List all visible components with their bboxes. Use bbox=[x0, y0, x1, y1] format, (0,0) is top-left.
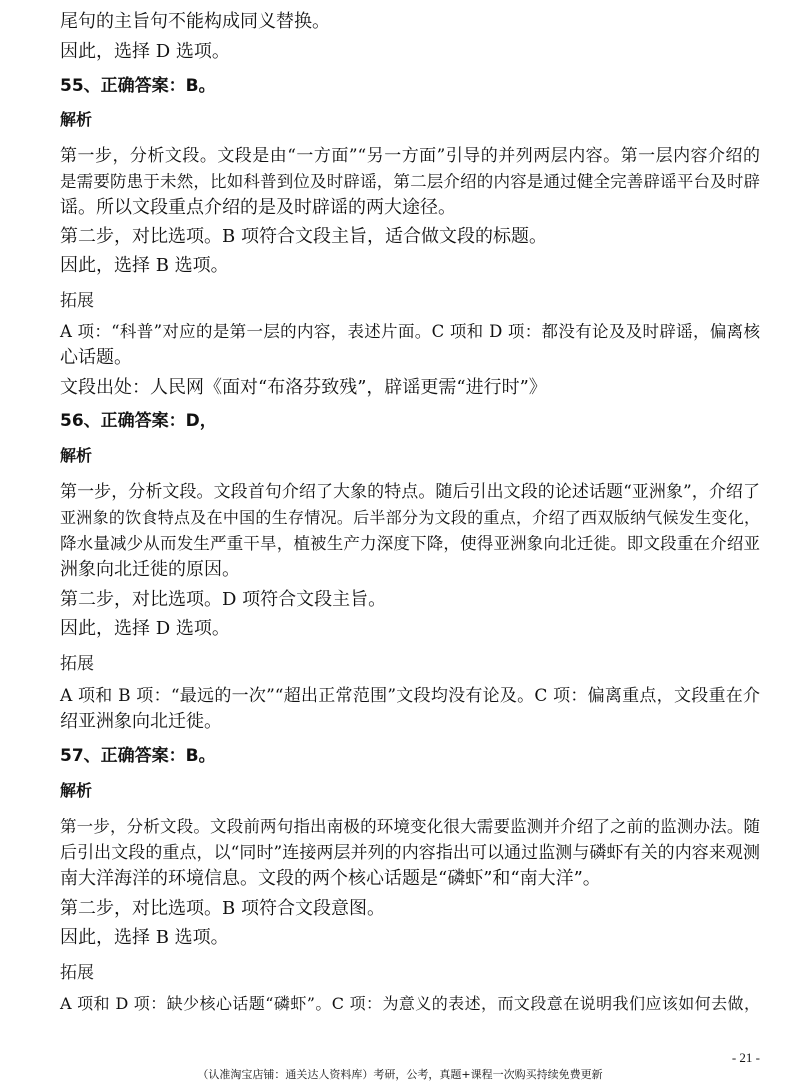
section-heading-analysis: 解析 bbox=[60, 446, 93, 465]
answer-heading-55: 55、正确答案：B。 bbox=[60, 76, 216, 96]
text-line: 第一步，分析文段。文段前两句指出南极的环境变化很大需要监测并介绍了之前的监测办法。随 bbox=[60, 817, 760, 836]
text-line: 因此，选择 D 选项。 bbox=[60, 618, 230, 639]
text-line: 文段出处：人民网《面对“布洛芬致残”，辟谣更需“进行时”》 bbox=[60, 377, 547, 398]
text-line: 第一步，分析文段。文段首句介绍了大象的特点。随后引出文段的论述话题“亚洲象”，介绍了 bbox=[60, 482, 760, 502]
text-line: A 项和 B 项：“最远的一次”“超出正常范围”文段均没有论及。C 项：偏离重点，文段重在介 bbox=[60, 686, 760, 706]
text-line: 心话题。 bbox=[60, 347, 132, 368]
text-line: 谣。所以文段重点介绍的是及时辟谣的两大途径。 bbox=[60, 197, 456, 218]
text-line: 南大洋海洋的环境信息。文段的两个核心话题是“磷虾”和“南大洋”。 bbox=[60, 868, 601, 889]
text-line: 第一步，分析文段。文段是由“一方面”“另一方面”引导的并列两层内容。第一层内容介绍的 bbox=[60, 146, 760, 166]
page-number: - 21 - bbox=[731, 1050, 760, 1065]
text-line: 降水量减少从而发生严重干旱，植被生产力深度下降，使得亚洲象向北迁徙。即文段重在介绍亚 bbox=[60, 534, 760, 553]
text-line: 因此，选择 D 选项。 bbox=[60, 41, 230, 62]
text-line: 洲象向北迁徙的原因。 bbox=[60, 559, 240, 580]
text-line: 因此，选择 B 选项。 bbox=[60, 927, 229, 948]
text-line: 亚洲象的饮食特点及在中国的生存情况。后半部分为文段的重点，介绍了西双版纳气候发生变化， bbox=[60, 508, 760, 527]
answer-heading-56: 56、正确答案：D， bbox=[60, 411, 217, 431]
text-line: 第二步，对比选项。D 项符合文段主旨。 bbox=[60, 589, 387, 610]
text-line: 后引出文段的重点，以“同时”连接两层并列的内容指出可以通过监测与磷虾有关的内容来观测 bbox=[60, 843, 760, 863]
text-line: 尾句的主旨句不能构成同义替换。 bbox=[60, 11, 330, 32]
text-line: 第二步，对比选项。B 项符合文段意图。 bbox=[60, 898, 385, 919]
text-line: 绍亚洲象向北迁徙。 bbox=[60, 711, 222, 732]
text-line: 是需要防患于未然，比如科普到位及时辟谣，第二层介绍的内容是通过健全完善辟谣平台及时辟 bbox=[60, 172, 760, 191]
section-heading-extension: 拓展 bbox=[60, 291, 94, 311]
text-line: 因此，选择 B 选项。 bbox=[60, 255, 229, 276]
text-line: A 项和 D 项：缺少核心话题“磷虾”。C 项：为意义的表述，而文段意在说明我们应该如何去做， bbox=[60, 994, 760, 1013]
answer-heading-57: 57、正确答案：B。 bbox=[60, 746, 216, 766]
section-heading-analysis: 解析 bbox=[60, 110, 93, 129]
text-line: A 项：“科普”对应的是第一层的内容，表述片面。C 项和 D 项：都没有论及及时辟谣，偏离核 bbox=[60, 322, 760, 341]
text-line: 第二步，对比选项。B 项符合文段主旨，适合做文段的标题。 bbox=[60, 226, 547, 247]
section-heading-analysis: 解析 bbox=[60, 781, 93, 800]
section-heading-extension: 拓展 bbox=[60, 963, 94, 983]
section-heading-extension: 拓展 bbox=[60, 654, 94, 674]
page-footer: （认准淘宝店铺：通关达人资料库）考研，公考，真题+课程一次购买持续免费更新 bbox=[197, 1068, 603, 1081]
